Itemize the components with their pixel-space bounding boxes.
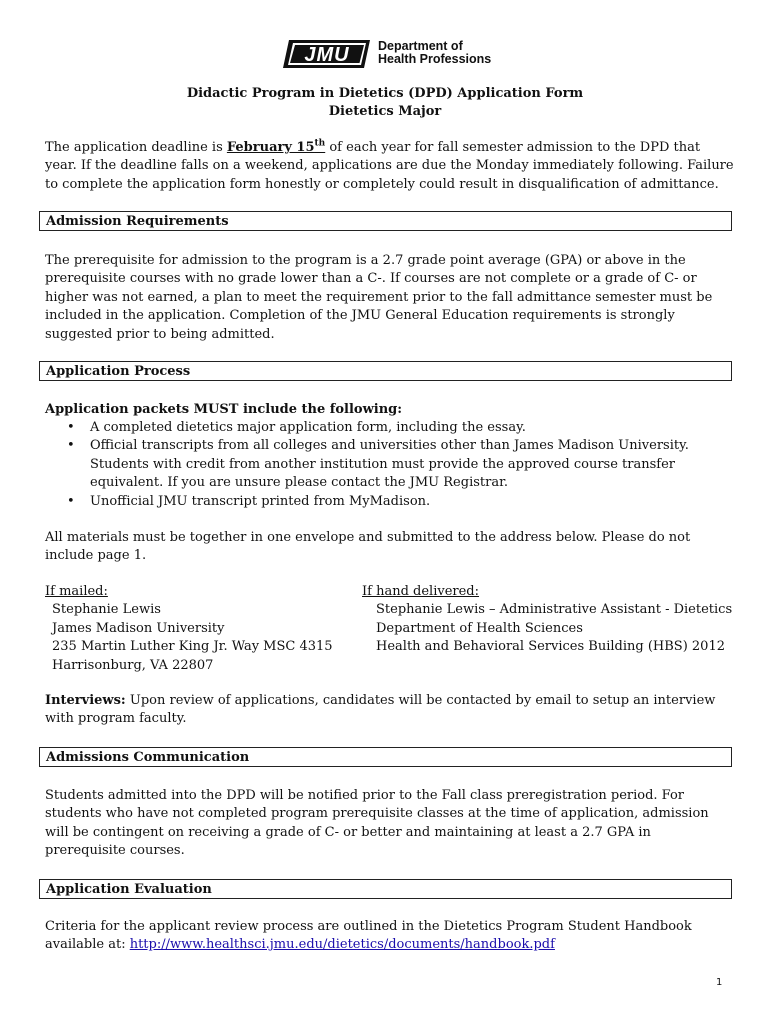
logo-text: JMU: [304, 44, 350, 66]
address-line: Department of Health Sciences: [376, 620, 583, 636]
section-header-application-evaluation: Application Evaluation: [39, 879, 732, 899]
address-line: Harrisonburg, VA 22807: [52, 657, 214, 673]
list-item-text: A completed dietetics major application form, including the essay.: [90, 420, 526, 435]
department-name: [378, 40, 491, 66]
list-item: • Unofficial JMU transcript printed from MyMadison.: [67, 493, 431, 509]
deadline-superscript: th: [314, 138, 326, 149]
list-item-text: Official transcripts from all colleges and universities other than James Madison University. Students with credit from another institution must provide the approved course transfer equivalent. If you are unsure please contact the JMU Registrar.: [90, 438, 689, 491]
evaluation-text: Criteria for the applicant review process are outlined in the Dietetics Program Student Handbook available at:: [45, 919, 692, 953]
mailed-address: [45, 583, 355, 675]
deadline-text: February 15: [226, 140, 315, 155]
handbook-link[interactable]: http://www.healthsci.jmu.edu/dietetics/documents/handbook.pdf: [129, 937, 555, 953]
section-header-admission-requirements: Admission Requirements: [39, 211, 732, 231]
hand-delivered-heading: If hand delivered:: [362, 584, 480, 599]
intro-text-before: The application deadline is: [45, 140, 227, 155]
application-evaluation-text: [45, 918, 735, 955]
interviews-paragraph: [45, 692, 735, 729]
packets-heading: Application packets MUST include the following:: [45, 402, 403, 417]
address-line: James Madison University: [52, 620, 225, 636]
address-line: Health and Behavioral Services Building (HBS) 2012: [376, 639, 725, 655]
list-item: • Official transcripts from all colleges and universities other than James Madison University. Students with credit from another institution must provide the approved course transfer equivalent. If you are unsure please contact the JMU Registrar.: [67, 438, 689, 491]
admission-requirements-text: The prerequisite for admission to the program is a 2.7 grade point average (GPA) or above in the prerequisite courses with no grade lower than a C-. If courses are not complete or a grade of C- or higher was not earned, a plan to meet the requirement prior to the fall admittance semester must be included in the application. Completion of the JMU General Education requirements is strongly suggested prior to being admitted.: [45, 253, 713, 342]
page-title: Didactic Program in Dietetics (DPD) Application Form: [186, 86, 584, 101]
mailed-heading: If mailed:: [45, 584, 108, 599]
admissions-communication-text: Students admitted into the DPD will be notified prior to the Fall class preregistration period. For students who have not completed program prerequisite classes at the time of application, admission will be contingent on receiving a grade of C- or better and maintaining at least a 2.7 GPA in prerequisite courses.: [45, 788, 709, 859]
page-subtitle: Dietetics Major: [328, 104, 442, 119]
intro-text-after: of each year for fall semester admission to the DPD that year. If the deadline falls on a weekend, applications are due the Monday immediately following. Failure to complete the application form honestly or completely could result in disqualification of admittance.: [45, 140, 734, 192]
jmu-logo: [283, 38, 493, 72]
section-header-admissions-communication: Admissions Communication: [39, 747, 732, 767]
packet-requirements-list: [45, 419, 725, 511]
list-item: • A completed dietetics major application form, including the essay.: [67, 420, 526, 435]
deadline-date: [227, 140, 325, 155]
address-line: Stephanie Lewis: [52, 602, 161, 618]
intro-paragraph: [45, 139, 735, 194]
hand-delivered-address: [362, 583, 737, 657]
interviews-label: Interviews:: [45, 693, 126, 708]
dept-line-1: Department of: [378, 39, 463, 53]
list-item-text: Unofficial JMU transcript printed from MyMadison.: [90, 493, 431, 509]
page-number: 1: [716, 977, 723, 988]
interviews-text: Upon review of applications, candidates will be contacted by email to setup an interview with program faculty.: [45, 693, 716, 727]
address-line: 235 Martin Luther King Jr. Way MSC 4315: [52, 639, 333, 655]
section-header-application-process: Application Process: [39, 361, 732, 381]
dept-line-2: Health Professions: [378, 52, 492, 66]
jmu-logo-mark: [283, 40, 370, 68]
address-line: Stephanie Lewis – Administrative Assistant - Dietetics: [376, 602, 733, 618]
materials-note: All materials must be together in one envelope and submitted to the address below. Please do not include page 1.: [45, 530, 691, 564]
